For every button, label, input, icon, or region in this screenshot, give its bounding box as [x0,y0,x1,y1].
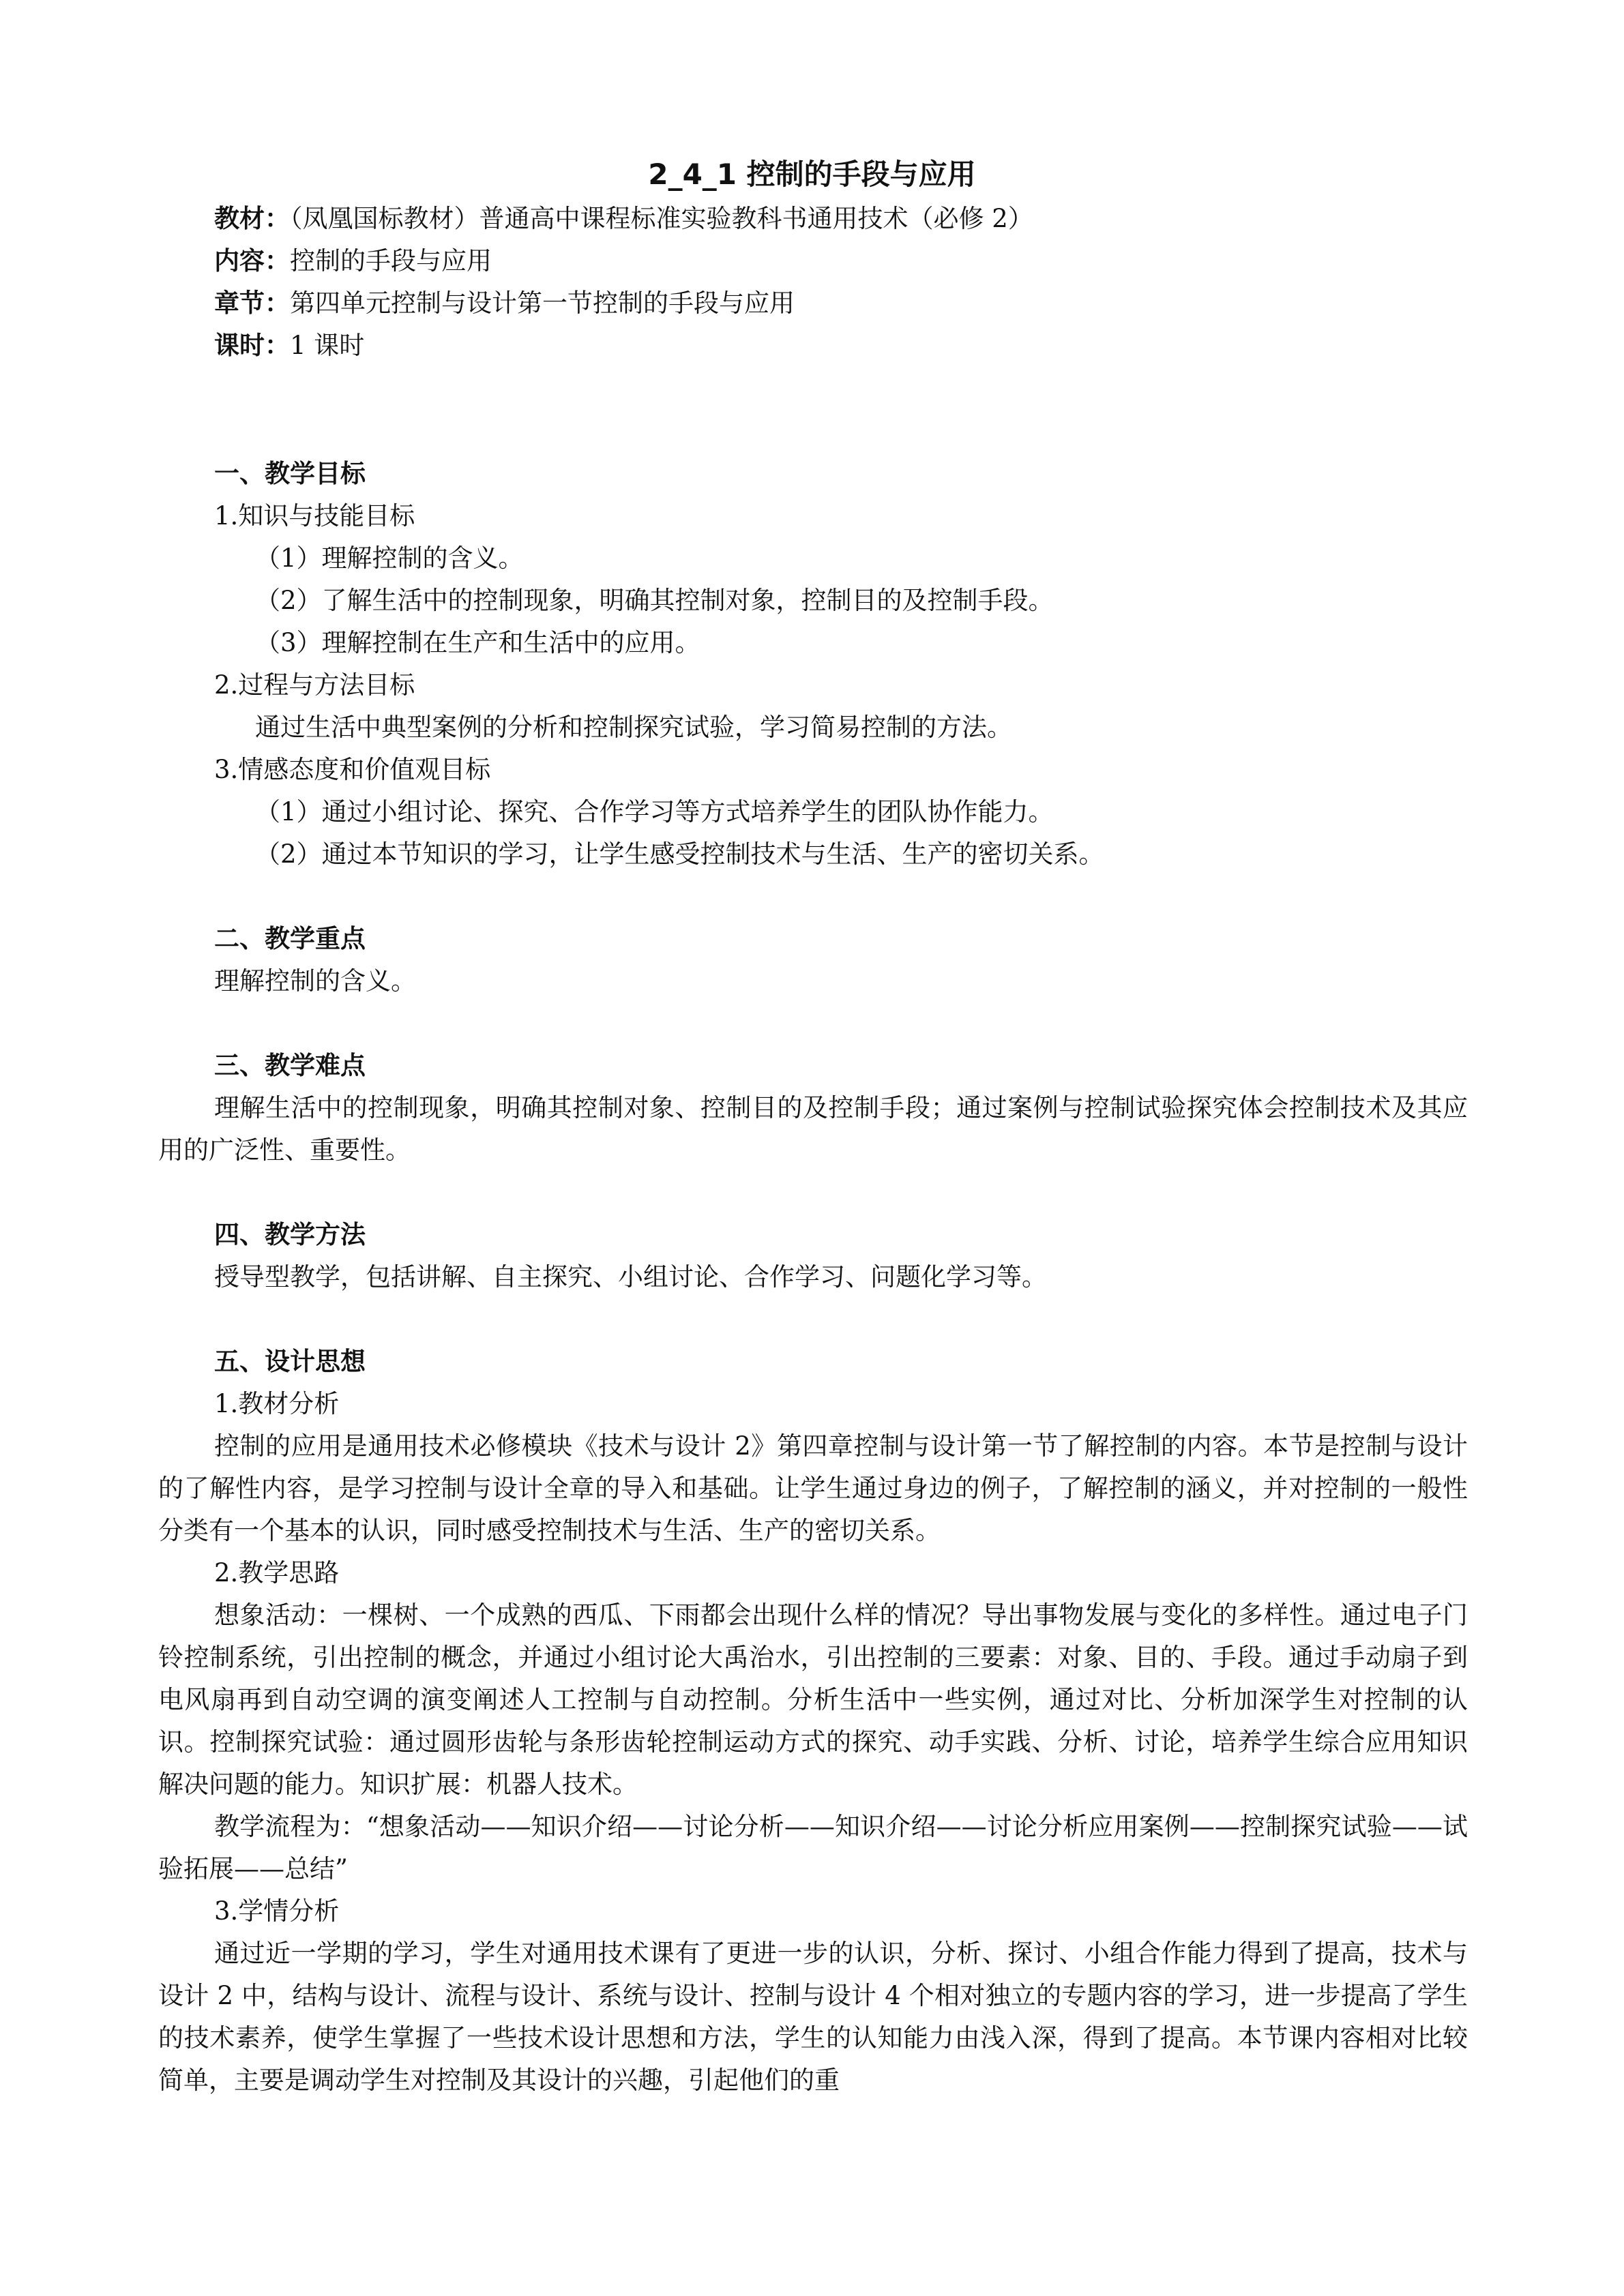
subheading: 1.教材分析 [214,1389,340,1418]
meta-chapter [214,282,1483,325]
paragraph: 想象活动：一棵树、一个成熟的西瓜、下雨都会出现什么样的情况？导出事物发展与变化的多样性。通过电子门铃控制系统，引出控制的概念，并通过小组讨论大禹治水，引出控制的三要素：对象、目的、手段。通过手动扇子到电风扇再到自动空调的演变阐述人工控制与自动控制。分析生活中一些实例，通过对比、分析加深学生对控制的认识。控制探究试验：通过圆形齿轮与条形齿轮控制运动方式的探究、动手实践、分析、讨论，培养学生综合应用知识解决问题的能力。知识扩展：机器人技术。 [158,1600,1468,1799]
document-body [158,453,1468,2144]
paragraph: 理解控制的含义。 [214,966,416,996]
meta-content [214,240,1483,282]
list-item: （2）了解生活中的控制现象，明确其控制对象，控制目的及控制手段。 [255,586,1054,615]
paragraph: 通过近一学期的学习，学生对通用技术课有了更进一步的认识，分析、探讨、小组合作能力得到了提高，技术与设计 2 中，结构与设计、流程与设计、系统与设计、控制与设计 4 个相对独立的专题内容的学习，进一步提高了学生的技术素养，使学生掌握了一些技术设计思想和方法，学生的认知能力由浅入深，得到了提高。本节课内容相对比较简单，主要是调动学生对控制及其设计的兴趣，引起他们的重 [158,1939,1468,2095]
subheading: 2.过程与方法目标 [214,670,415,700]
paragraph: 控制的应用是通用技术必修模块《技术与设计 2》第四章控制与设计第一节了解控制的内容。本节是控制与设计的了解性内容，是学习控制与设计全章的导入和基础。让学生通过身边的例子，了解控制的涵义，并对控制的一般性分类有一个基本的认识，同时感受控制技术与生活、生产的密切关系。 [158,1431,1468,1545]
meta-value: （凤凰国标教材）普通高中课程标准实验教科书通用技术（必修 2） [290,204,1033,233]
section-objectives [158,453,1468,876]
paragraph: 授导型教学，包括讲解、自主探究、小组讨论、合作学习、问题化学习等。 [214,1262,1047,1292]
list-item: （3）理解控制在生产和生活中的应用。 [255,628,700,657]
paragraph: 理解生活中的控制现象，明确其控制对象、控制目的及控制手段；通过案例与控制试验探究体会控制技术及其应用的广泛性、重要性。 [158,1093,1468,1165]
section-key-points [158,918,1468,1002]
section-heading: 二、教学重点 [214,924,366,953]
meta-label: 课时： [214,331,290,360]
subheading: 3.情感态度和价值观目标 [214,755,491,784]
meta-hours [214,325,1483,367]
subheading: 2.教学思路 [214,1558,340,1587]
section-heading: 三、教学难点 [214,1051,366,1080]
meta-value: 1 课时 [290,331,365,360]
meta-value: 控制的手段与应用 [290,246,492,275]
subheading: 3.学情分析 [214,1896,340,1926]
meta-label: 章节： [214,288,290,318]
list-item: （1）理解控制的含义。 [255,543,524,573]
meta-textbook [214,198,1483,240]
lesson-meta [214,198,1483,367]
meta-label: 内容： [214,246,290,275]
section-design [158,1341,1468,2102]
paragraph: 教学流程为：“想象活动——知识介绍——讨论分析——知识介绍——讨论分析应用案例——控制探究试验——试验拓展——总结” [158,1812,1468,1883]
subheading: 1.知识与技能目标 [214,501,415,531]
section-methods [158,1214,1468,1298]
paragraph: 通过生活中典型案例的分析和控制探究试验，学习简易控制的方法。 [255,713,1012,742]
list-item: （1）通过小组讨论、探究、合作学习等方式培养学生的团队协作能力。 [255,797,1054,826]
meta-value: 第四单元控制与设计第一节控制的手段与应用 [290,288,795,318]
meta-label: 教材： [214,204,290,233]
section-difficulties [158,1045,1468,1172]
section-heading: 一、教学目标 [214,459,366,488]
document-title: 2_4_1 控制的手段与应用 [648,158,976,191]
section-heading: 四、教学方法 [214,1220,366,1249]
list-item: （2）通过本节知识的学习，让学生感受控制技术与生活、生产的密切关系。 [255,839,1104,869]
section-heading: 五、设计思想 [214,1347,366,1376]
